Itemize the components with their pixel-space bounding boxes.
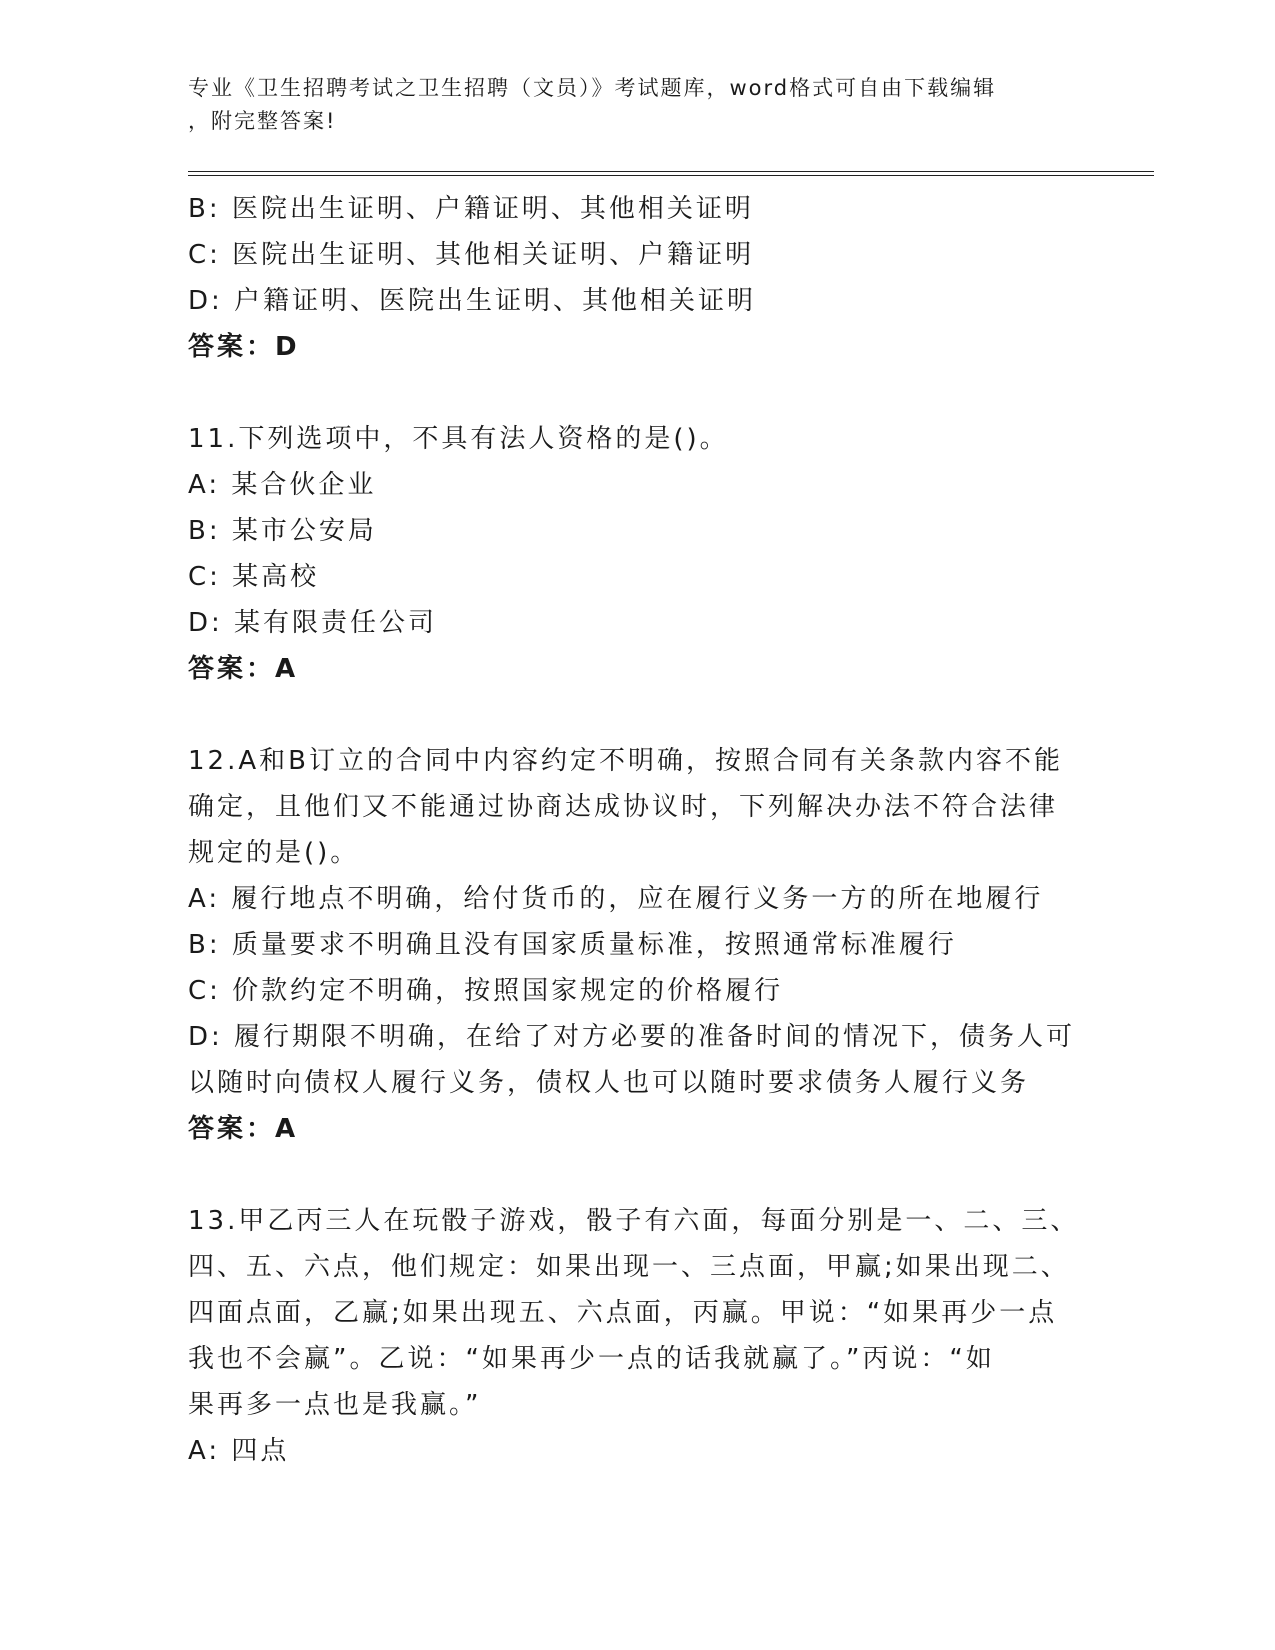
option-d-line-2: 以随时向债权人履行义务，债权人也可以随时要求债务人履行义务 xyxy=(188,1068,1030,1098)
option-d-line-1: D: 履行期限不明确，在给了对方必要的准备时间的情况下，债务人可 xyxy=(188,1022,1076,1052)
question-stem-line-4: 我也不会赢”。乙说：“如果再少一点的话我就赢了。”丙说：“如 xyxy=(188,1344,995,1374)
question-13 xyxy=(188,1198,1080,1474)
document-header xyxy=(188,72,1068,138)
header-line-1: 专业《卫生招聘考试之卫生招聘（文员）》考试题库，word格式可自由下载编辑 xyxy=(188,76,997,100)
question-11 xyxy=(188,416,1068,692)
question-stem-line-3: 四面点面，乙赢;如果出现五、六点面，丙赢。甲说：“如果再少一点 xyxy=(188,1298,1058,1328)
option-a: A: 四点 xyxy=(188,1436,290,1466)
question-stem-line-3: 规定的是()。 xyxy=(188,838,360,868)
question-10 xyxy=(188,186,1068,370)
header-rule-bottom xyxy=(188,175,1154,176)
option-a: A: 履行地点不明确，给付货币的，应在履行义务一方的所在地履行 xyxy=(188,884,1044,914)
option-a: A: 某合伙企业 xyxy=(188,470,377,500)
option-c: C: 医院出生证明、其他相关证明、户籍证明 xyxy=(188,240,755,270)
question-12 xyxy=(188,738,1076,1152)
question-list xyxy=(188,186,1080,1474)
option-b: B: 某市公安局 xyxy=(188,516,377,546)
option-d: D: 户籍证明、医院出生证明、其他相关证明 xyxy=(188,286,757,316)
question-stem-line-1: 12.A和B订立的合同中内容约定不明确，按照合同有关条款内容不能 xyxy=(188,746,1063,776)
question-stem-line-5: 果再多一点也是我赢。” xyxy=(188,1390,482,1420)
option-d: D: 某有限责任公司 xyxy=(188,608,438,638)
option-c: C: 某高校 xyxy=(188,562,320,592)
header-line-2: ，附完整答案! xyxy=(188,109,337,133)
question-stem-line-1: 13.甲乙丙三人在玩骰子游戏，骰子有六面，每面分别是一、二、三、 xyxy=(188,1206,1080,1236)
answer: 答案：D xyxy=(188,332,300,362)
option-b: B: 医院出生证明、户籍证明、其他相关证明 xyxy=(188,194,754,224)
answer: 答案：A xyxy=(188,654,299,684)
answer: 答案：A xyxy=(188,1114,299,1144)
question-stem-line-2: 四、五、六点，他们规定：如果出现一、三点面，甲赢;如果出现二、 xyxy=(188,1252,1070,1282)
question-stem-line-2: 确定，且他们又不能通过协商达成协议时，下列解决办法不符合法律 xyxy=(188,792,1059,822)
option-c: C: 价款约定不明确，按照国家规定的价格履行 xyxy=(188,976,784,1006)
question-stem: 11.下列选项中，不具有法人资格的是()。 xyxy=(188,424,729,454)
option-b: B: 质量要求不明确且没有国家质量标准，按照通常标准履行 xyxy=(188,930,957,960)
header-rule-top xyxy=(188,171,1154,172)
